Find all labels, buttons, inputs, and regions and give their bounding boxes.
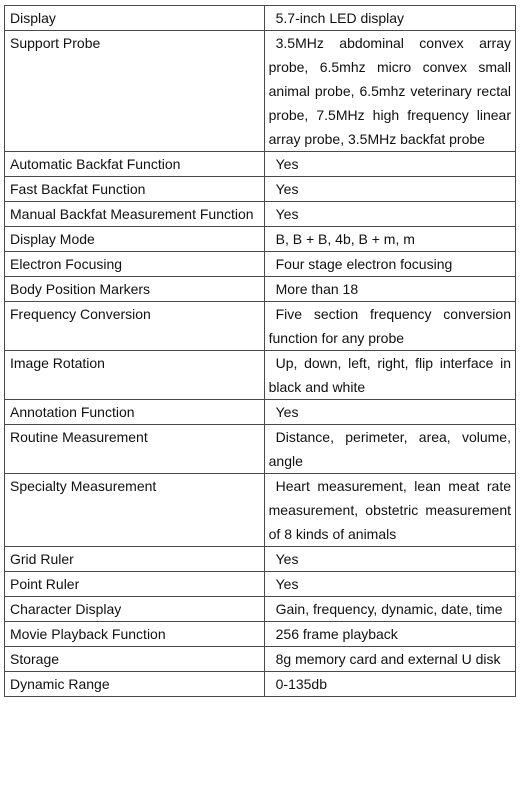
spec-value: 0-135db [264, 672, 515, 697]
spec-label: Grid Ruler [5, 547, 265, 572]
spec-value: Yes [264, 152, 515, 177]
table-row [5, 31, 516, 152]
spec-value: Heart measurement, lean meat rate measurement, obstetric measurement of 8 kinds of animals [264, 474, 515, 547]
table-row [5, 202, 516, 227]
table-row [5, 277, 516, 302]
table-row [5, 302, 516, 351]
spec-label: Point Ruler [5, 572, 265, 597]
spec-value: More than 18 [264, 277, 515, 302]
spec-value: Gain, frequency, dynamic, date, time [264, 597, 515, 622]
spec-value: Distance, perimeter, area, volume, angle [264, 425, 515, 474]
table-row [5, 572, 516, 597]
spec-label: Electron Focusing [5, 252, 265, 277]
table-row [5, 177, 516, 202]
spec-label: Dynamic Range [5, 672, 265, 697]
spec-label: Body Position Markers [5, 277, 265, 302]
spec-label: Support Probe [5, 31, 265, 152]
table-row [5, 474, 516, 547]
spec-value: Up, down, left, right, flip interface in black and white [264, 351, 515, 400]
spec-value: 256 frame playback [264, 622, 515, 647]
spec-value: Yes [264, 400, 515, 425]
spec-label: Character Display [5, 597, 265, 622]
spec-label: Display [5, 6, 265, 31]
table-row [5, 6, 516, 31]
table-row [5, 597, 516, 622]
spec-label: Image Rotation [5, 351, 265, 400]
table-row [5, 672, 516, 697]
spec-value: Four stage electron focusing [264, 252, 515, 277]
spec-value: 8g memory card and external U disk [264, 647, 515, 672]
spec-value: 5.7-inch LED display [264, 6, 515, 31]
table-row [5, 547, 516, 572]
table-row [5, 425, 516, 474]
table-row [5, 252, 516, 277]
spec-label: Specialty Measurement [5, 474, 265, 547]
table-row [5, 622, 516, 647]
table-row [5, 351, 516, 400]
spec-label: Frequency Conversion [5, 302, 265, 351]
spec-value: Yes [264, 202, 515, 227]
table-row [5, 152, 516, 177]
spec-label: Display Mode [5, 227, 265, 252]
spec-value: Yes [264, 177, 515, 202]
spec-label: Annotation Function [5, 400, 265, 425]
spec-value: Five section frequency conversion function for any probe [264, 302, 515, 351]
spec-label: Storage [5, 647, 265, 672]
spec-label: Movie Playback Function [5, 622, 265, 647]
spec-label: Manual Backfat Measurement Function [5, 202, 265, 227]
spec-value: Yes [264, 572, 515, 597]
spec-value: Yes [264, 547, 515, 572]
spec-table [4, 5, 516, 697]
table-row [5, 647, 516, 672]
table-row [5, 400, 516, 425]
spec-label: Routine Measurement [5, 425, 265, 474]
spec-label: Fast Backfat Function [5, 177, 265, 202]
spec-value: 3.5MHz abdominal convex array probe, 6.5mhz micro convex small animal probe, 6.5mhz veterinary rectal probe, 7.5MHz high frequency linear array probe, 3.5MHz backfat probe [264, 31, 515, 152]
spec-value: B, B + B, 4b, B + m, m [264, 227, 515, 252]
table-row [5, 227, 516, 252]
spec-label: Automatic Backfat Function [5, 152, 265, 177]
